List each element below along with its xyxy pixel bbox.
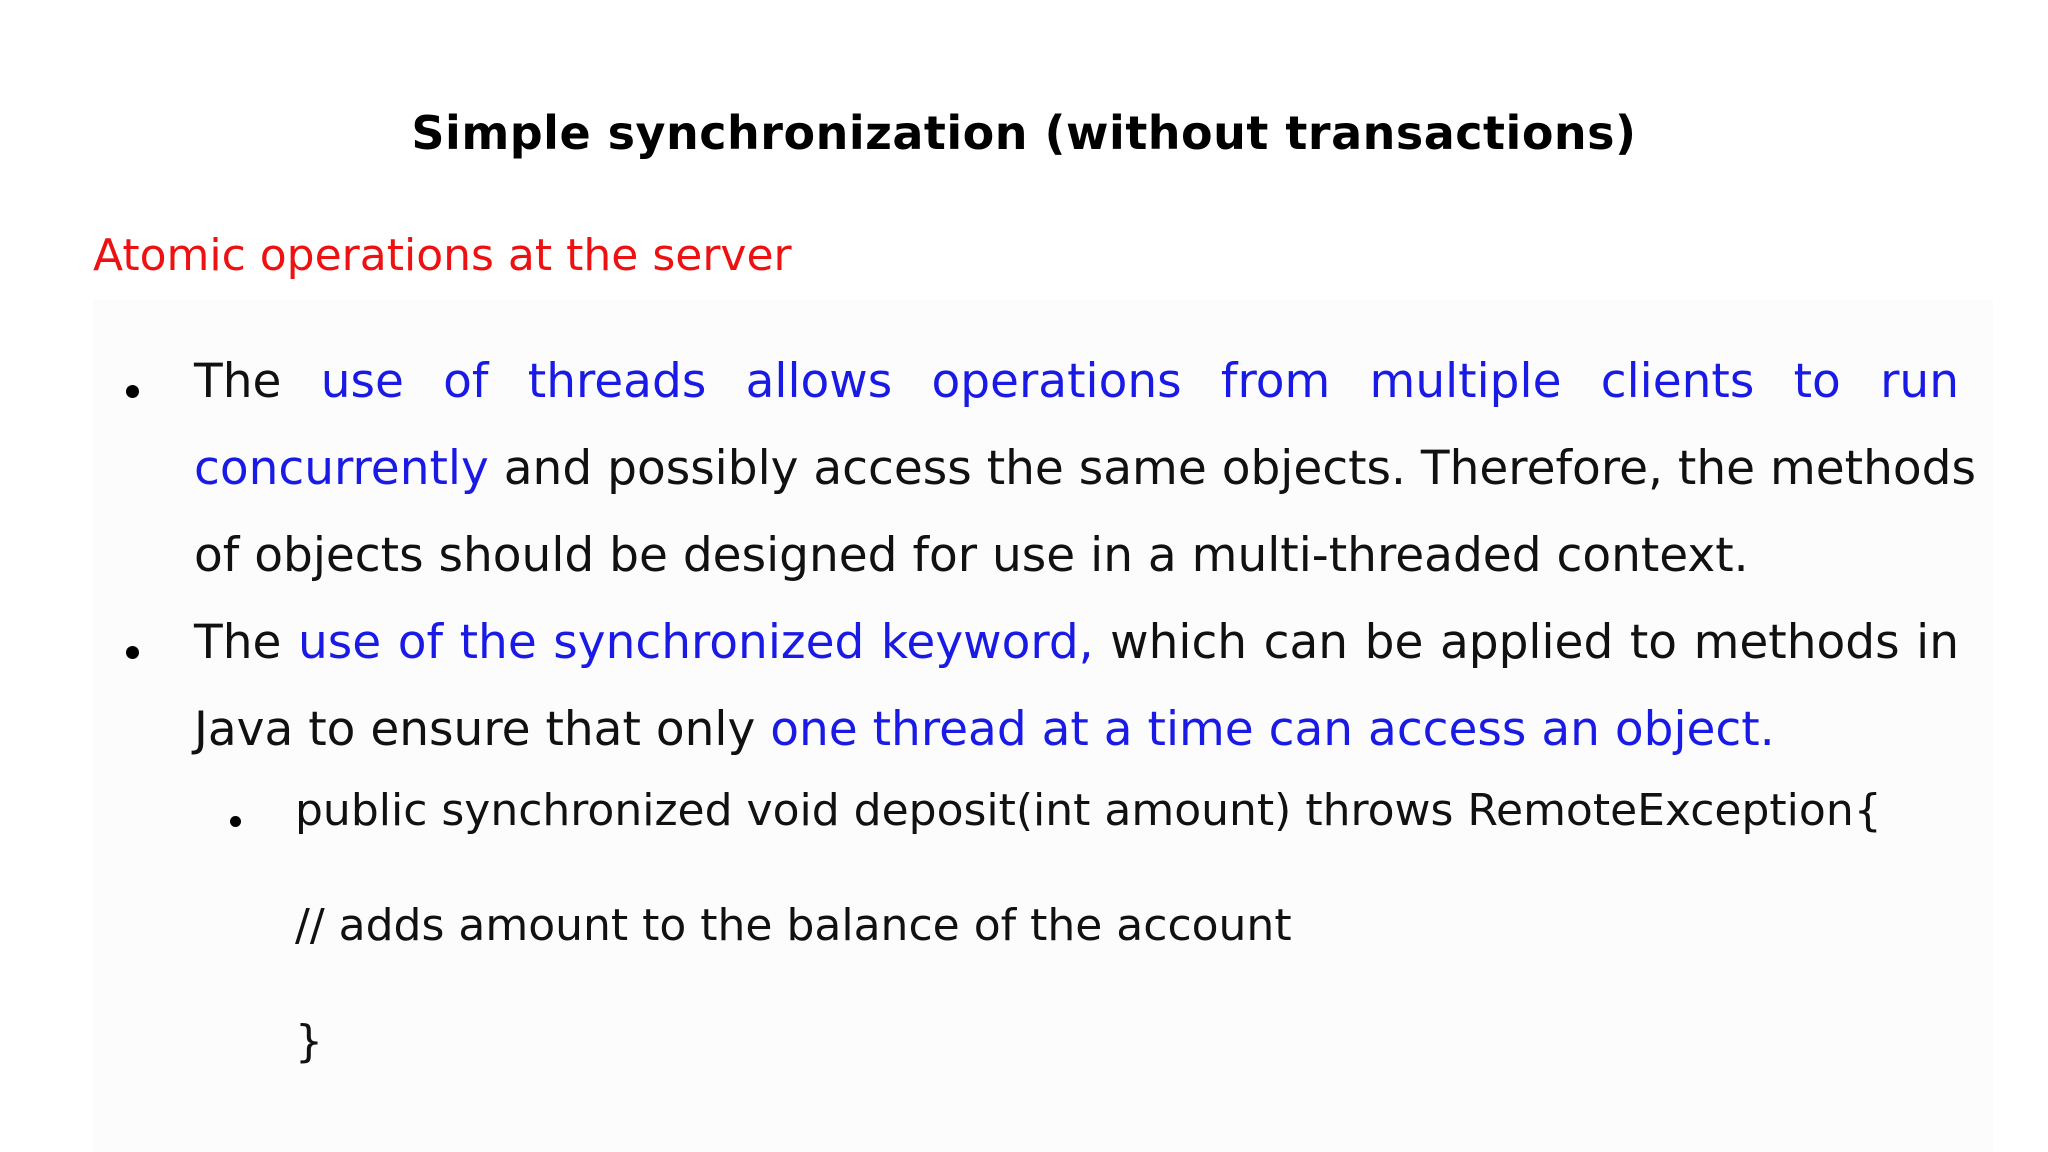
code-signature: public synchronized void deposit(int amount) throws RemoteException{: [295, 785, 1882, 836]
text-segment: The: [194, 615, 298, 670]
bullet-2-marker: [126, 646, 139, 659]
text-segment: and possibly access the same objects. Therefore, the methods: [488, 441, 1976, 496]
text-segment: Java to ensure that only: [194, 702, 771, 757]
code-comment: // adds amount to the balance of the account: [295, 900, 1292, 951]
bullet-2-text: [194, 599, 1959, 773]
bullet-1-marker: [126, 385, 139, 398]
text-segment: of objects should be designed for use in a multi-threaded context.: [194, 528, 1749, 583]
section-heading: Atomic operations at the server: [93, 230, 792, 281]
highlight-segment: use of the synchronized keyword,: [297, 615, 1094, 670]
highlight-segment: use of threads allows operations from multiple clients to run: [281, 354, 1959, 409]
highlight-segment: concurrently: [194, 441, 489, 496]
bullet-1-line-2: [194, 425, 1976, 512]
bullet-1-text: [194, 338, 1976, 599]
code-closing-brace: }: [295, 1016, 323, 1067]
text-segment: which can be applied to methods in: [1093, 615, 1959, 670]
bullet-1-line-3: [194, 512, 1959, 599]
bullet-2-line-1: [194, 599, 1959, 686]
highlight-segment: one thread at a time can access an object.: [770, 702, 1775, 757]
text-segment: The: [194, 354, 282, 409]
bullet-1-line-1: [194, 338, 1959, 425]
slide-title: Simple synchronization (without transactions): [411, 106, 1637, 160]
sub-bullet-marker: [230, 816, 241, 827]
bullet-2-line-2: [194, 686, 1959, 773]
